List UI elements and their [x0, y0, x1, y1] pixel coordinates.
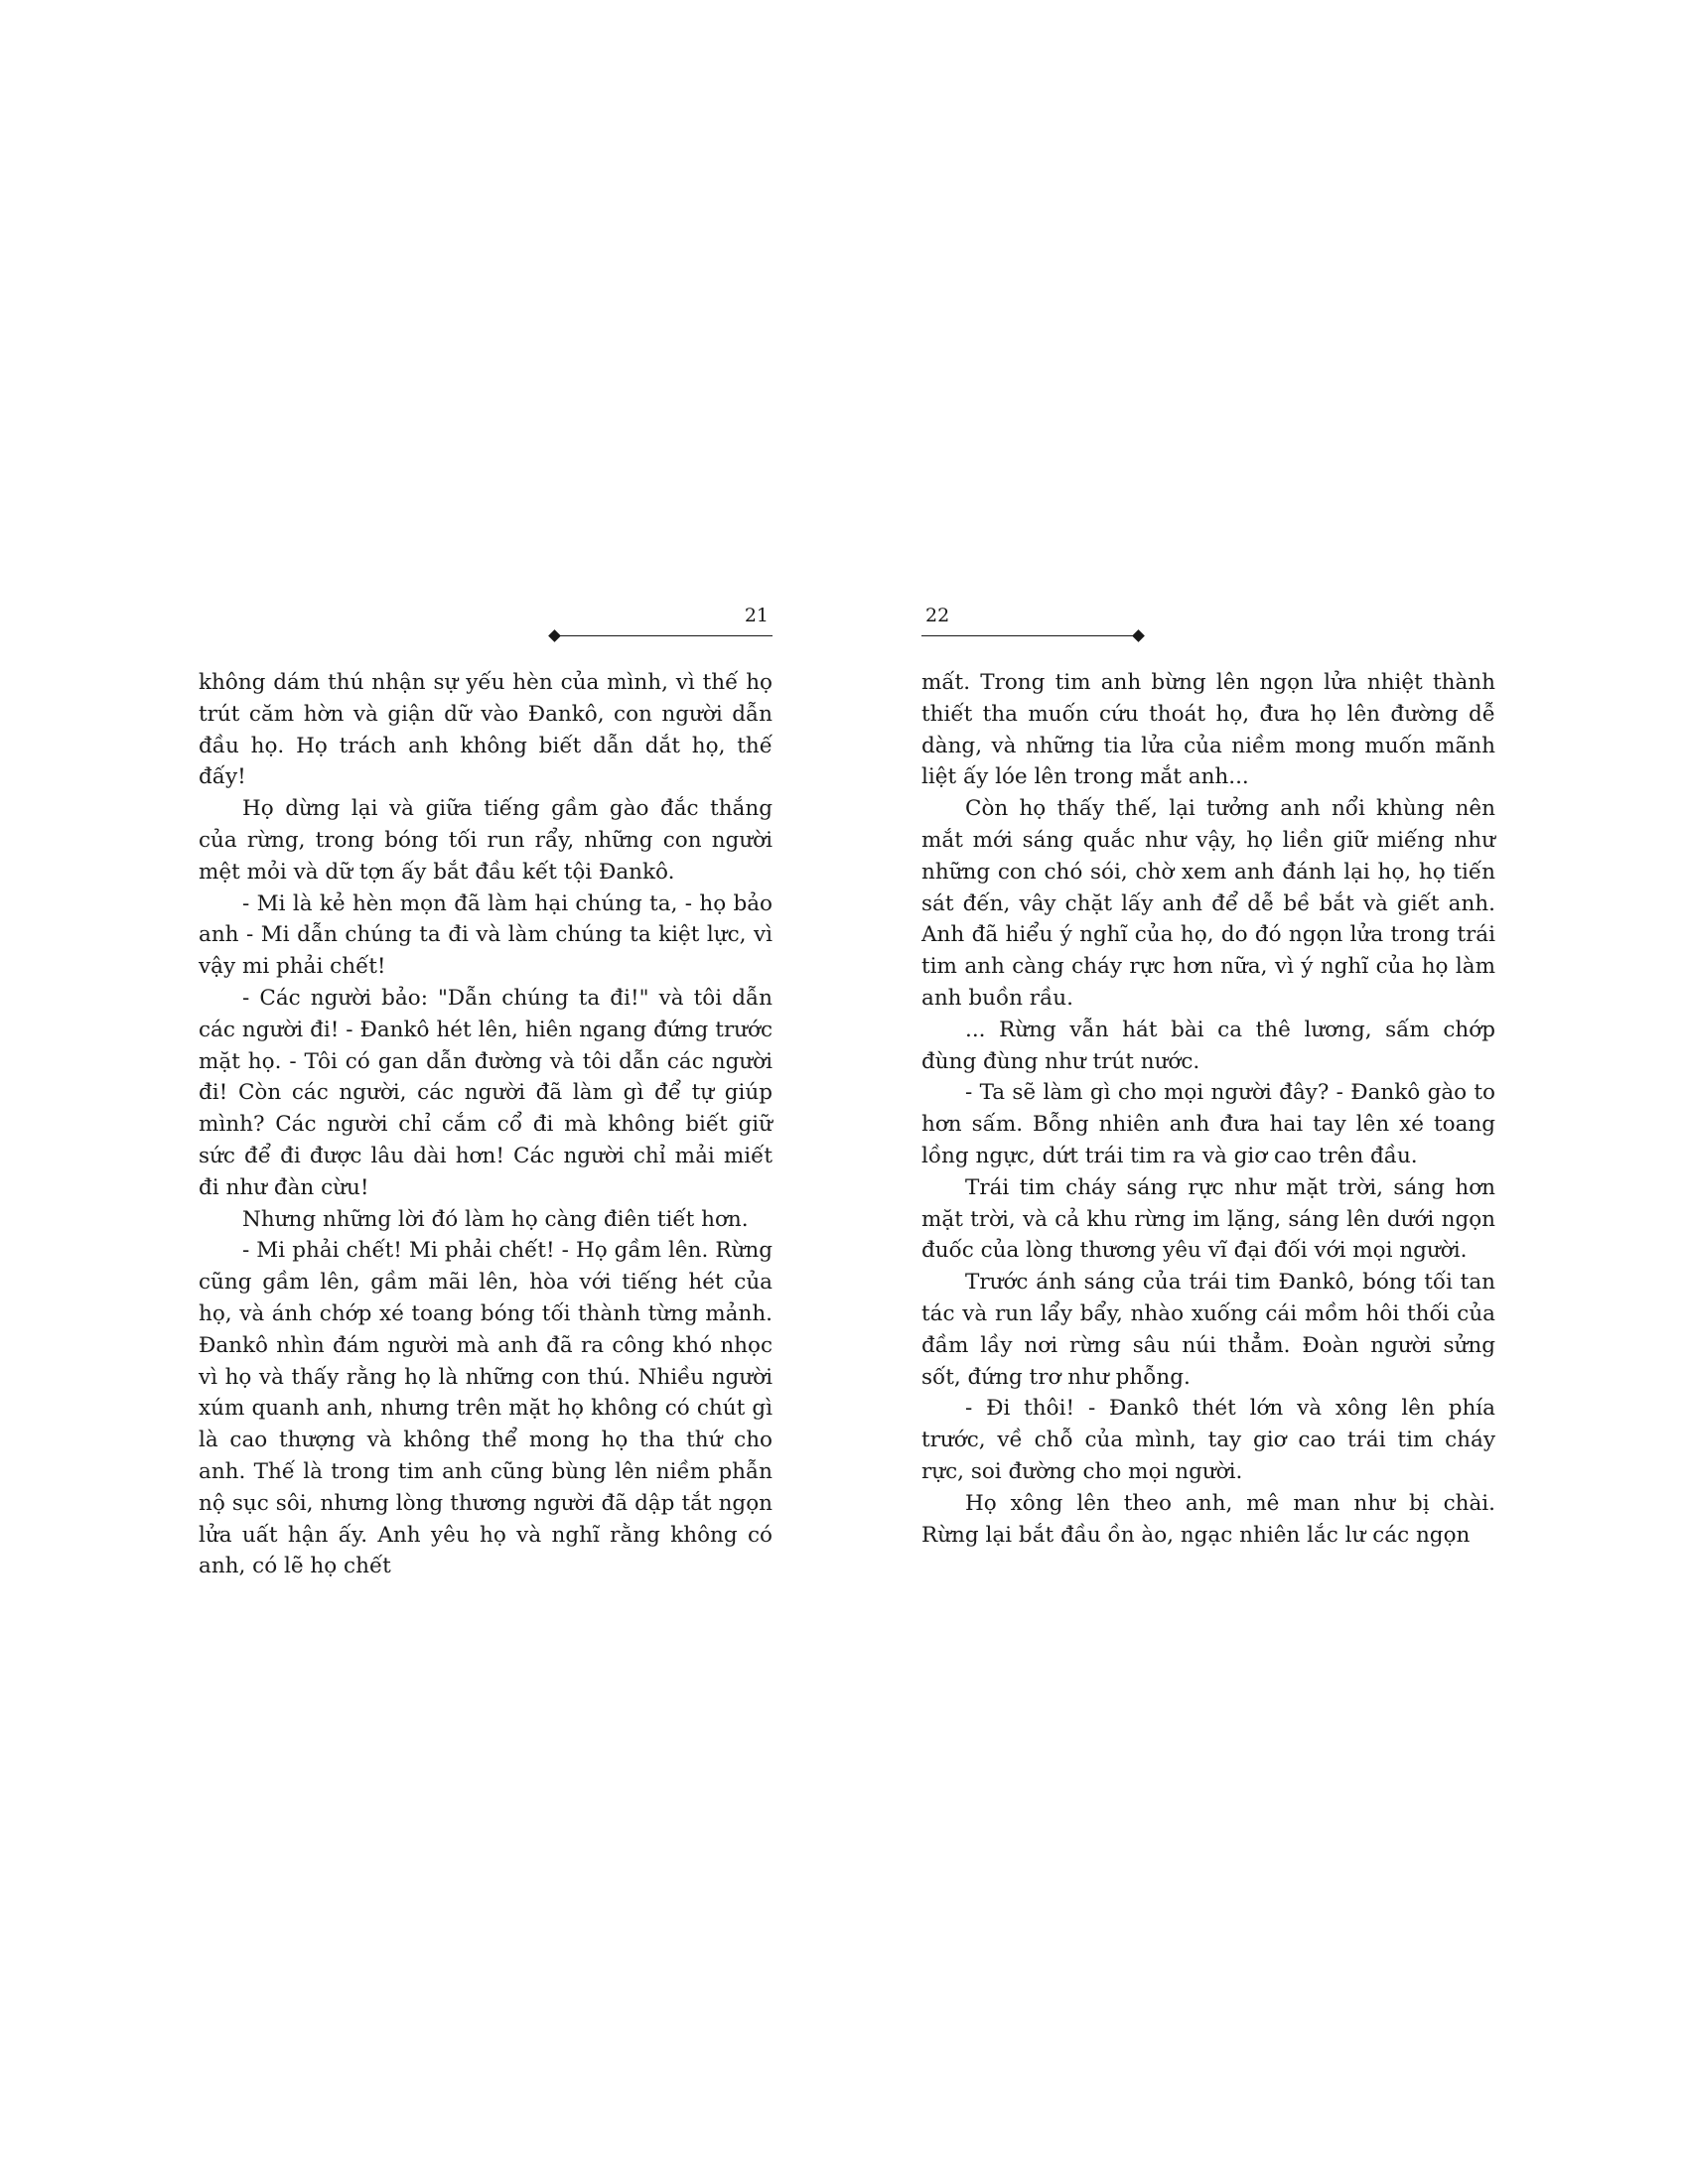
right-page-body — [921, 667, 1495, 1551]
paragraph: ... Rừng vẫn hát bài ca thê lương, sấm chớp đùng đùng như trút nước. — [921, 1017, 1495, 1074]
diamond-ornament-icon — [1132, 629, 1145, 642]
paragraph: không dám thú nhận sự yếu hèn của mình, vì thế họ trút căm hờn và giận dữ vào Đankô, con người dẫn đầu họ. Họ trách anh không biết dẫn dắt họ, thế đấy! — [199, 670, 773, 790]
header-rule-right — [921, 635, 1138, 636]
paragraph: Còn họ thấy thế, lại tưởng anh nổi khùng nên mắt mới sáng quắc như vậy, họ liền giữ miếng như những con chó sói, chờ xem anh đánh lại họ, họ tiến sát đến, vây chặt lấy anh để dễ bề bắt và giết anh. Anh đã hiểu ý nghĩ của họ, do đó ngọn lửa trong trái tim anh càng cháy rực hơn nữa, vì ý nghĩ của họ làm anh buồn rầu. — [921, 796, 1495, 1011]
paragraph: - Mi là kẻ hèn mọn đã làm hại chúng ta, - họ bảo anh - Mi dẫn chúng ta đi và làm chúng ta kiệt lực, vì vậy mi phải chết! — [199, 890, 773, 980]
paragraph: - Ta sẽ làm gì cho mọi người đây? - Đankô gào to hơn sấm. Bỗng nhiên anh đưa hai tay lên xé toang lồng ngực, dứt trái tim ra và giơ cao trên đầu. — [921, 1080, 1495, 1168]
left-page — [199, 596, 773, 1579]
paragraph: mất. Trong tim anh bừng lên ngọn lửa nhiệt thành thiết tha muốn cứu thoát họ, đưa họ lên đường dễ dàng, và những tia lửa của niềm mong muốn mãnh liệt ấy lóe lên trong mắt anh... — [921, 670, 1495, 790]
page-number-left: 21 — [744, 605, 769, 626]
paragraph: Nhưng những lời đó làm họ càng điên tiết hơn. — [242, 1206, 749, 1232]
paragraph: - Các người bảo: "Dẫn chúng ta đi!" và tôi dẫn các người đi! - Đankô hét lên, hiên ngang đứng trước mặt họ. - Tôi có gan dẫn đường và tôi dẫn các người đi! Còn các người, các người đã làm gì để tự giúp mình? Các người chỉ cắm cổ đi mà không biết giữ sức để đi được lâu dài hơn! Các người chỉ mải miết đi như đàn cừu! — [199, 985, 773, 1200]
paragraph: - Mi phải chết! Mi phải chết! - Họ gầm lên. Rừng cũng gầm lên, gầm mãi lên, hòa với tiếng hét của họ, và ánh chớp xé toang bóng tối thành từng mảnh. Đankô nhìn đám người mà anh đã ra công khó nhọc vì họ và thấy rằng họ là những con thú. Nhiều người xúm quanh anh, nhưng trên mặt họ không có chút gì là cao thượng và không thể mong họ tha thứ cho anh. Thế là trong tim anh cũng bùng lên niềm phẫn nộ sục sôi, nhưng lòng thương người đã dập tắt ngọn lửa uất hận ấy. Anh yêu họ và nghĩ rằng không có anh, có lẽ họ chết — [199, 1238, 773, 1579]
page-header-right — [921, 596, 1495, 641]
right-page — [921, 596, 1495, 1548]
page-header-left — [199, 596, 773, 641]
page-number-right: 22 — [925, 605, 950, 626]
paragraph: Trước ánh sáng của trái tim Đankô, bóng tối tan tác và run lẩy bẩy, nhào xuống cái mồm hôi thối của đầm lầy nơi rừng sâu núi thẳm. Đoàn người sửng sốt, đứng trơ như phỗng. — [921, 1270, 1495, 1390]
paragraph: - Đi thôi! - Đankô thét lớn và xông lên phía trước, về chỗ của mình, tay giơ cao trái tim cháy rực, soi đường cho mọi người. — [921, 1396, 1495, 1484]
paragraph: Họ dừng lại và giữa tiếng gầm gào đắc thắng của rừng, trong bóng tối run rẩy, những con người mệt mỏi và dữ tợn ấy bắt đầu kết tội Đankô. — [199, 796, 773, 885]
left-page-body — [199, 667, 773, 1582]
paragraph: Trái tim cháy sáng rực như mặt trời, sáng hơn mặt trời, và cả khu rừng im lặng, sáng lên dưới ngọn đuốc của lòng thương yêu vĩ đại đối với mọi người. — [921, 1174, 1495, 1264]
header-rule-left — [554, 635, 773, 636]
diamond-ornament-icon — [548, 629, 561, 642]
paragraph: Họ xông lên theo anh, mê man như bị chài. Rừng lại bắt đầu ồn ào, ngạc nhiên lắc lư các ngọn — [921, 1490, 1495, 1548]
